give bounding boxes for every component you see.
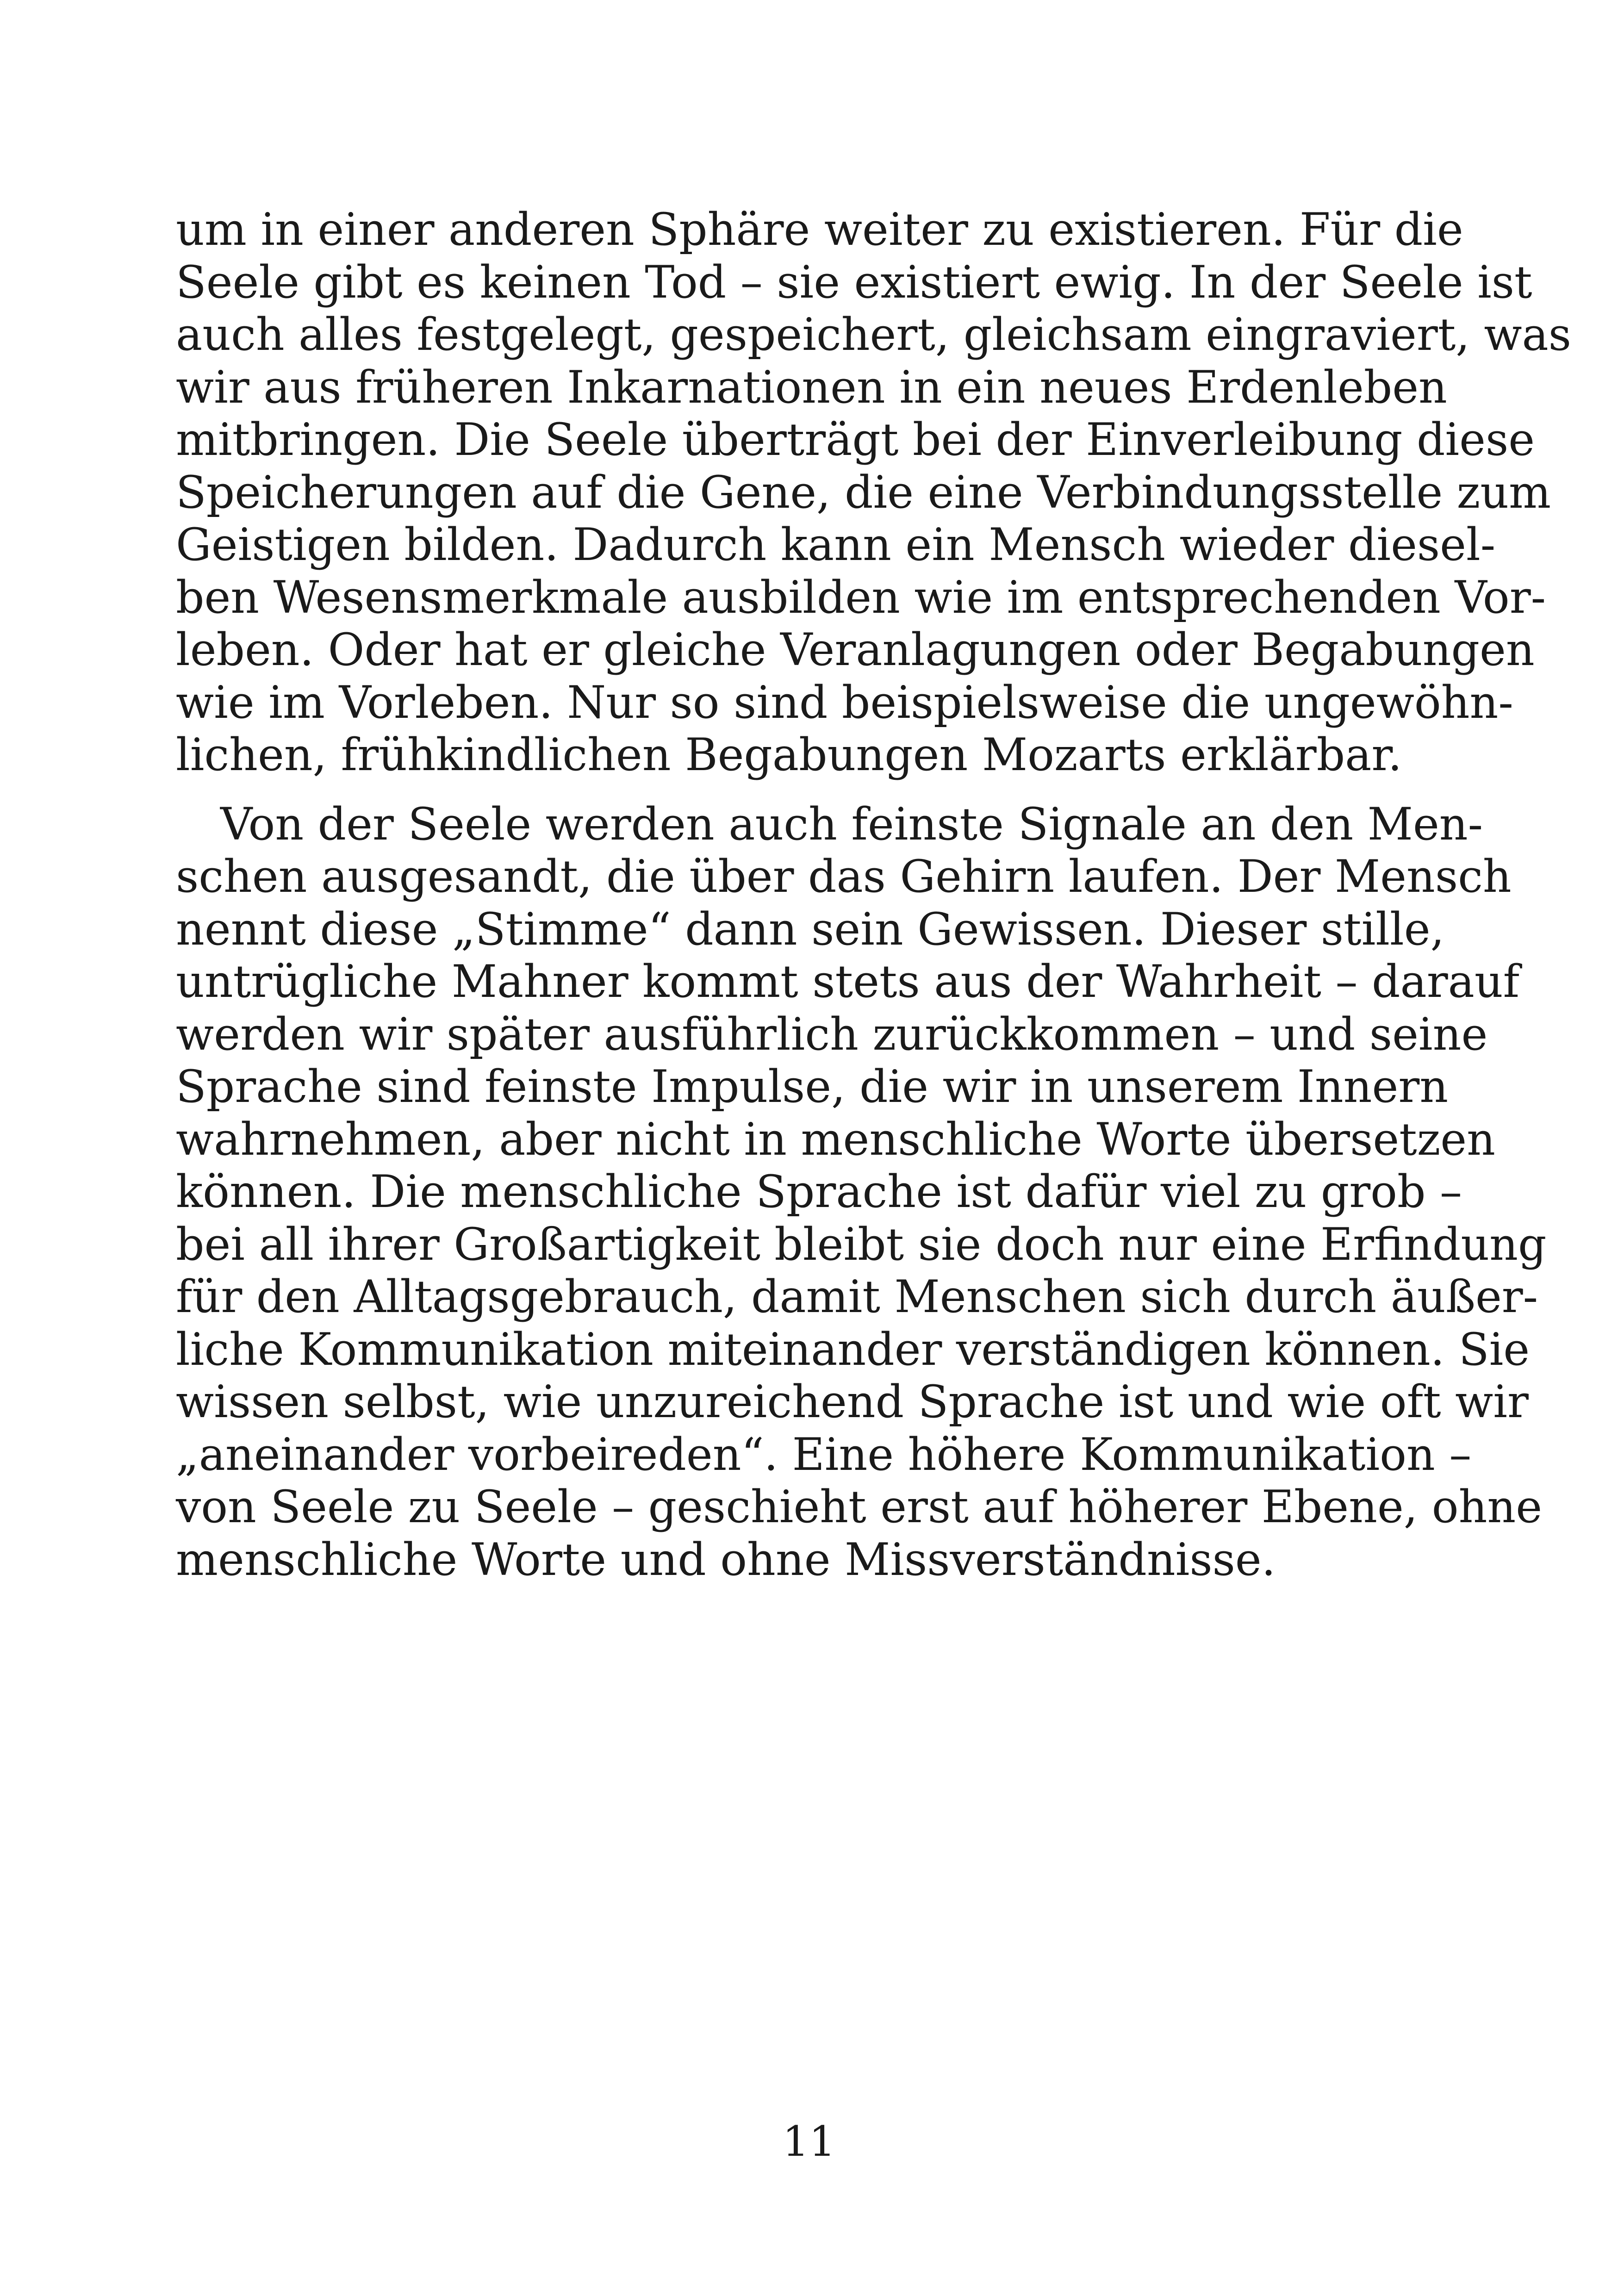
text-line: können. Die menschliche Sprache ist dafür viel zu grob – (176, 1166, 1462, 1218)
paragraph-2 (176, 798, 1547, 1587)
paragraph-1 (176, 204, 1571, 782)
text-line: lichen, frühkindlichen Begabungen Mozarts erklärbar. (176, 729, 1402, 781)
body-text (176, 204, 1571, 1586)
text-line: nennt diese „Stimme“ dann sein Gewissen. Dieser stille, (176, 903, 1445, 955)
text-line: von Seele zu Seele – geschieht erst auf höherer Ebene, ohne (176, 1481, 1543, 1533)
text-line: Seele gibt es keinen Tod – sie existiert ewig. In der Seele ist (176, 256, 1532, 308)
text-line: untrügliche Mahner kommt stets aus der Wahrheit – darauf (176, 956, 1520, 1008)
text-line: Speicherungen auf die Gene, die eine Verbindungsstelle zum (176, 466, 1551, 518)
text-line: Sprache sind feinste Impulse, die wir in unserem Innern (176, 1061, 1449, 1113)
text-line: auch alles festgelegt, gespeichert, gleichsam eingraviert, was (176, 309, 1571, 361)
text-line: wissen selbst, wie unzureichend Sprache ist und wie oft wir (176, 1376, 1529, 1428)
text-line: „aneinander vorbeireden“. Eine höhere Kommunikation – (176, 1428, 1472, 1481)
text-line: Von der Seele werden auch feinste Signale an den Men- (220, 798, 1483, 850)
text-line: mitbringen. Die Seele überträgt bei der Einverleibung diese (176, 414, 1535, 466)
text-line: um in einer anderen Sphäre weiter zu existieren. Für die (176, 204, 1463, 255)
page-number: 11 (782, 2117, 836, 2166)
text-line: wir aus früheren Inkarnationen in ein neues Erdenleben (176, 361, 1447, 413)
text-line: für den Alltagsgebrauch, damit Menschen sich durch äußer- (176, 1271, 1538, 1323)
text-line: werden wir später ausführlich zurückkommen – und seine (176, 1008, 1488, 1060)
text-line: bei all ihrer Großartigkeit bleibt sie doch nur eine Erfindung (176, 1218, 1547, 1270)
text-line: wie im Vorleben. Nur so sind beispielsweise die ungewöhn- (176, 676, 1513, 728)
text-line: Geistigen bilden. Dadurch kann ein Mensch wieder diesel- (176, 519, 1496, 571)
text-line: schen ausgesandt, die über das Gehirn laufen. Der Mensch (176, 851, 1512, 902)
text-line: leben. Oder hat er gleiche Veranlagungen oder Begabungen (176, 624, 1535, 676)
paragraph-spacer (176, 782, 1398, 798)
text-line: ben Wesensmerkmale ausbilden wie im entsprechenden Vor- (176, 571, 1546, 623)
text-line: wahrnehmen, aber nicht in menschliche Worte übersetzen (176, 1113, 1495, 1165)
text-line: liche Kommunikation miteinander verständigen können. Sie (176, 1323, 1530, 1375)
text-line: menschliche Worte und ohne Missverständnisse. (176, 1533, 1276, 1586)
